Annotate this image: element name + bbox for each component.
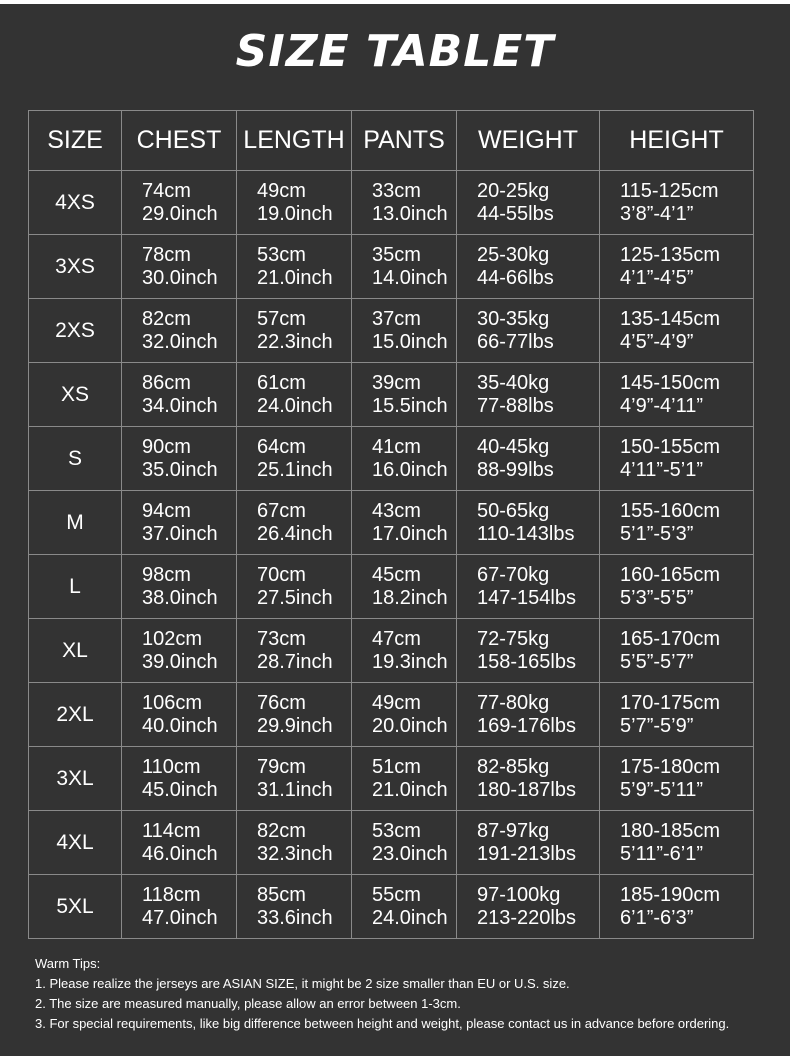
chest-imperial-value: 37.0inch [142, 522, 218, 545]
length-metric-value: 76cm [257, 691, 306, 714]
table-row [29, 555, 754, 619]
weight-imperial-value: 169-176lbs [477, 714, 576, 737]
length-cell [237, 235, 352, 299]
weight-metric-value: 82-85kg [477, 755, 550, 778]
length-imperial-value: 24.0inch [257, 394, 333, 417]
pants-imperial-value: 14.0inch [372, 266, 448, 289]
length-metric-value: 85cm [257, 883, 306, 906]
chest-metric-value: 114cm [142, 819, 201, 842]
table-row [29, 875, 754, 939]
pants-metric-value: 53cm [372, 819, 421, 842]
pants-metric-value: 37cm [372, 307, 421, 330]
header-size: SIZE [29, 111, 122, 171]
weight-cell [457, 235, 600, 299]
length-imperial-value: 33.6inch [257, 906, 333, 929]
size-table [28, 110, 754, 939]
weight-metric-value: 67-70kg [477, 563, 550, 586]
pants-metric-value: 33cm [372, 179, 421, 202]
weight-metric-value: 77-80kg [477, 691, 550, 714]
height-imperial-value: 5’7”-5’9” [620, 714, 694, 737]
chest-cell [122, 363, 237, 427]
table-row [29, 811, 754, 875]
pants-imperial-value: 15.5inch [372, 394, 448, 417]
length-cell [237, 363, 352, 427]
pants-imperial-value: 16.0inch [372, 458, 448, 481]
length-metric-value: 73cm [257, 627, 306, 650]
pants-cell [352, 363, 457, 427]
table-body [29, 171, 754, 939]
pants-cell [352, 555, 457, 619]
weight-cell [457, 619, 600, 683]
chest-metric-value: 102cm [142, 627, 203, 650]
pants-cell [352, 171, 457, 235]
weight-metric-value: 50-65kg [477, 499, 550, 522]
tip-item: 1. Please realize the jerseys are ASIAN SIZE, it might be 2 size smaller than EU or U.S. size. [35, 976, 570, 991]
height-metric-value: 125-135cm [620, 243, 721, 266]
height-cell [600, 491, 754, 555]
length-imperial-value: 19.0inch [257, 202, 333, 225]
height-imperial-value: 6’1”-6’3” [620, 906, 694, 929]
size-cell: 4XS [29, 171, 122, 235]
weight-imperial-value: 158-165lbs [477, 650, 576, 673]
chest-metric-value: 118cm [142, 883, 201, 906]
length-imperial-value: 25.1inch [257, 458, 333, 481]
weight-metric-value: 25-30kg [477, 243, 550, 266]
height-imperial-value: 4’11”-5’1” [620, 458, 703, 481]
height-imperial-value: 4’1”-4’5” [620, 266, 694, 289]
pants-cell [352, 811, 457, 875]
weight-metric-value: 72-75kg [477, 627, 550, 650]
weight-imperial-value: 88-99lbs [477, 458, 554, 481]
chest-metric-value: 78cm [142, 243, 191, 266]
weight-metric-value: 35-40kg [477, 371, 550, 394]
height-cell [600, 747, 754, 811]
height-imperial-value: 4’5”-4’9” [620, 330, 694, 353]
chest-imperial-value: 30.0inch [142, 266, 218, 289]
height-metric-value: 115-125cm [620, 179, 719, 202]
size-cell: 4XL [29, 811, 122, 875]
length-imperial-value: 31.1inch [257, 778, 333, 801]
chest-imperial-value: 38.0inch [142, 586, 218, 609]
pants-metric-value: 51cm [372, 755, 421, 778]
chest-metric-value: 110cm [142, 755, 201, 778]
chest-imperial-value: 39.0inch [142, 650, 218, 673]
height-cell [600, 555, 754, 619]
weight-cell [457, 171, 600, 235]
weight-metric-value: 30-35kg [477, 307, 550, 330]
chest-cell [122, 491, 237, 555]
weight-imperial-value: 44-55lbs [477, 202, 554, 225]
pants-metric-value: 55cm [372, 883, 421, 906]
size-cell: L [29, 555, 122, 619]
length-imperial-value: 21.0inch [257, 266, 333, 289]
header-weight: WEIGHT [457, 111, 600, 171]
height-metric-value: 145-150cm [620, 371, 721, 394]
chest-metric-value: 94cm [142, 499, 191, 522]
chest-cell [122, 683, 237, 747]
header-pants: PANTS [352, 111, 457, 171]
weight-imperial-value: 44-66lbs [477, 266, 554, 289]
weight-cell [457, 811, 600, 875]
chest-cell [122, 299, 237, 363]
height-cell [600, 299, 754, 363]
height-cell [600, 427, 754, 491]
length-imperial-value: 27.5inch [257, 586, 333, 609]
length-cell [237, 491, 352, 555]
pants-cell [352, 235, 457, 299]
weight-cell [457, 555, 600, 619]
weight-imperial-value: 180-187lbs [477, 778, 576, 801]
pants-metric-value: 39cm [372, 371, 421, 394]
length-metric-value: 57cm [257, 307, 306, 330]
height-metric-value: 135-145cm [620, 307, 721, 330]
height-imperial-value: 3’8”-4’1” [620, 202, 694, 225]
chest-cell [122, 555, 237, 619]
pants-imperial-value: 23.0inch [372, 842, 448, 865]
table-row [29, 171, 754, 235]
length-cell [237, 811, 352, 875]
length-cell [237, 299, 352, 363]
chest-cell [122, 875, 237, 939]
weight-metric-value: 40-45kg [477, 435, 550, 458]
chest-imperial-value: 34.0inch [142, 394, 218, 417]
size-cell: 3XL [29, 747, 122, 811]
chest-cell [122, 811, 237, 875]
height-imperial-value: 5’3”-5’5” [620, 586, 694, 609]
weight-imperial-value: 191-213lbs [477, 842, 576, 865]
chest-cell [122, 747, 237, 811]
pants-imperial-value: 24.0inch [372, 906, 448, 929]
table-row [29, 299, 754, 363]
pants-cell [352, 619, 457, 683]
tip-item: 3. For special requirements, like big difference between height and weight, please contact us in advance before ordering. [35, 1016, 730, 1031]
pants-metric-value: 41cm [372, 435, 421, 458]
length-imperial-value: 29.9inch [257, 714, 333, 737]
height-imperial-value: 5’5”-5’7” [620, 650, 694, 673]
weight-cell [457, 363, 600, 427]
chest-imperial-value: 46.0inch [142, 842, 218, 865]
length-metric-value: 64cm [257, 435, 306, 458]
table-row [29, 235, 754, 299]
weight-cell [457, 427, 600, 491]
pants-imperial-value: 20.0inch [372, 714, 448, 737]
height-metric-value: 165-170cm [620, 627, 721, 650]
pants-cell [352, 747, 457, 811]
height-imperial-value: 4’9”-4’11” [620, 394, 703, 417]
length-imperial-value: 32.3inch [257, 842, 333, 865]
chest-cell [122, 171, 237, 235]
chest-imperial-value: 29.0inch [142, 202, 218, 225]
length-imperial-value: 26.4inch [257, 522, 333, 545]
table-row [29, 683, 754, 747]
length-cell [237, 555, 352, 619]
chest-imperial-value: 32.0inch [142, 330, 218, 353]
chest-cell [122, 427, 237, 491]
height-cell [600, 875, 754, 939]
height-metric-value: 170-175cm [620, 691, 721, 714]
chest-imperial-value: 47.0inch [142, 906, 218, 929]
size-cell: 5XL [29, 875, 122, 939]
chest-metric-value: 74cm [142, 179, 191, 202]
page-title: SIZE TABLET [235, 26, 555, 77]
pants-metric-value: 35cm [372, 243, 421, 266]
pants-metric-value: 45cm [372, 563, 421, 586]
height-cell [600, 363, 754, 427]
pants-imperial-value: 15.0inch [372, 330, 448, 353]
length-imperial-value: 22.3inch [257, 330, 333, 353]
weight-imperial-value: 66-77lbs [477, 330, 554, 353]
size-cell: S [29, 427, 122, 491]
pants-cell [352, 299, 457, 363]
length-metric-value: 70cm [257, 563, 306, 586]
chest-imperial-value: 45.0inch [142, 778, 218, 801]
height-imperial-value: 5’11”-6’1” [620, 842, 703, 865]
table-row [29, 619, 754, 683]
size-cell: M [29, 491, 122, 555]
pants-imperial-value: 21.0inch [372, 778, 448, 801]
chest-metric-value: 98cm [142, 563, 191, 586]
length-cell [237, 683, 352, 747]
height-metric-value: 180-185cm [620, 819, 721, 842]
height-cell [600, 171, 754, 235]
size-cell: XL [29, 619, 122, 683]
length-cell [237, 875, 352, 939]
size-cell: XS [29, 363, 122, 427]
warm-tips [35, 954, 729, 1034]
chest-cell [122, 619, 237, 683]
height-metric-value: 155-160cm [620, 499, 721, 522]
header-chest: CHEST [122, 111, 237, 171]
weight-imperial-value: 213-220lbs [477, 906, 576, 929]
size-cell: 2XS [29, 299, 122, 363]
pants-cell [352, 427, 457, 491]
height-metric-value: 175-180cm [620, 755, 721, 778]
pants-metric-value: 43cm [372, 499, 421, 522]
length-imperial-value: 28.7inch [257, 650, 333, 673]
chest-imperial-value: 35.0inch [142, 458, 218, 481]
chest-imperial-value: 40.0inch [142, 714, 218, 737]
pants-imperial-value: 18.2inch [372, 586, 448, 609]
pants-imperial-value: 13.0inch [372, 202, 448, 225]
chest-cell [122, 235, 237, 299]
length-cell [237, 171, 352, 235]
chest-metric-value: 90cm [142, 435, 191, 458]
length-cell [237, 427, 352, 491]
chest-metric-value: 106cm [142, 691, 203, 714]
table-row [29, 747, 754, 811]
length-metric-value: 53cm [257, 243, 306, 266]
tip-item: 2. The size are measured manually, please allow an error between 1-3cm. [35, 996, 461, 1011]
length-metric-value: 79cm [257, 755, 306, 778]
weight-cell [457, 299, 600, 363]
weight-cell [457, 491, 600, 555]
header-height: HEIGHT [600, 111, 754, 171]
table-row [29, 491, 754, 555]
tips-heading: Warm Tips: [35, 956, 101, 971]
pants-cell [352, 491, 457, 555]
weight-imperial-value: 110-143lbs [477, 522, 575, 545]
length-cell [237, 619, 352, 683]
length-cell [237, 747, 352, 811]
weight-metric-value: 87-97kg [477, 819, 550, 842]
length-metric-value: 82cm [257, 819, 306, 842]
table-header-row [29, 111, 754, 171]
pants-metric-value: 47cm [372, 627, 421, 650]
pants-imperial-value: 17.0inch [372, 522, 448, 545]
pants-metric-value: 49cm [372, 691, 421, 714]
table-row [29, 363, 754, 427]
pants-imperial-value: 19.3inch [372, 650, 448, 673]
height-cell [600, 683, 754, 747]
weight-cell [457, 747, 600, 811]
size-cell: 2XL [29, 683, 122, 747]
height-cell [600, 619, 754, 683]
chest-metric-value: 86cm [142, 371, 191, 394]
weight-metric-value: 20-25kg [477, 179, 550, 202]
size-chart-panel [0, 4, 790, 1056]
chest-metric-value: 82cm [142, 307, 191, 330]
weight-imperial-value: 147-154lbs [477, 586, 576, 609]
height-metric-value: 185-190cm [620, 883, 721, 906]
weight-cell [457, 875, 600, 939]
pants-cell [352, 875, 457, 939]
weight-metric-value: 97-100kg [477, 883, 561, 906]
pants-cell [352, 683, 457, 747]
weight-cell [457, 683, 600, 747]
height-cell [600, 811, 754, 875]
length-metric-value: 49cm [257, 179, 306, 202]
weight-imperial-value: 77-88lbs [477, 394, 554, 417]
height-metric-value: 150-155cm [620, 435, 721, 458]
height-imperial-value: 5’9”-5’11” [620, 778, 703, 801]
height-metric-value: 160-165cm [620, 563, 721, 586]
length-metric-value: 67cm [257, 499, 306, 522]
length-metric-value: 61cm [257, 371, 306, 394]
header-length: LENGTH [237, 111, 352, 171]
height-cell [600, 235, 754, 299]
table-row [29, 427, 754, 491]
height-imperial-value: 5’1”-5’3” [620, 522, 694, 545]
size-cell: 3XS [29, 235, 122, 299]
